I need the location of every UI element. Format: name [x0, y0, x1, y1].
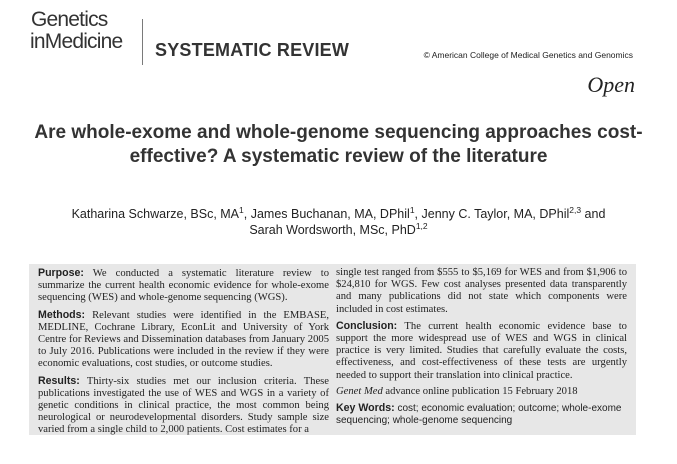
journal-name: Genet Med — [336, 385, 383, 397]
purpose-heading: Purpose: — [38, 267, 84, 279]
logo-line-genetics: Genetics — [31, 8, 108, 31]
keywords-text: cost; economic evaluation; outcome; whole-exome sequencing; whole-genome sequencing — [336, 403, 622, 427]
author-name: Jenny C. Taylor, MA, DPhil — [421, 207, 570, 221]
open-access-label: Open — [587, 72, 635, 97]
author-list — [20, 206, 657, 238]
abstract-column-left — [38, 267, 329, 435]
results-text: Thirty-six studies met our inclusion criteria. These publications investigated the use of WES and WGS in a variety of genetic conditions in clinical practice, the most common being neurological or neurodevelopmental disorders. Study sample size varied from a single child to 2,000 patients. Cost estimates for a — [38, 375, 329, 436]
author-affiliation: 1 — [239, 204, 244, 215]
author-affiliation: 1 — [409, 204, 415, 215]
conclusion-heading: Conclusion: — [336, 319, 398, 332]
methods-heading: Methods: — [38, 308, 86, 321]
abstract-methods — [38, 309, 329, 371]
author-name: Sarah Wordsworth, MSc, PhD — [249, 223, 416, 237]
author-separator: , — [243, 207, 251, 221]
abstract-conclusion — [336, 320, 627, 382]
header-divider — [142, 19, 143, 65]
abstract-keywords — [336, 402, 627, 427]
author-name: Katharina Schwarze, BSc, MA — [71, 207, 240, 221]
abstract-column-right — [336, 267, 627, 435]
citation-line — [336, 386, 627, 398]
article-title: Are whole-exome and whole-genome sequencing approaches cost-effective? A systematic review of the literature — [34, 122, 643, 167]
abstract-results-continued: single test ranged from $555 to $5,169 for WES and from $1,906 to $24,810 for WGS. Few cost analyses presented data transparently and many publications did not state which components were included in cost estimates. — [336, 267, 627, 315]
results-heading: Results: — [38, 374, 80, 387]
copyright-notice: © American College of Medical Genetics and Genomics — [423, 50, 633, 60]
journal-logo — [30, 9, 122, 53]
conclusion-text: The current health economic evidence base to support the more widespread use of WES and WGS in clinical practice is very limited. Studies that carefully evaluate the costs, effectiveness, and cost-effectiveness of these tests are urgently needed to support their translation into clinical practice. — [336, 320, 627, 381]
abstract-box — [29, 264, 636, 435]
citation-text: advance online publication 15 February 2018 — [382, 385, 578, 397]
author-separator: and — [581, 207, 606, 221]
purpose-text: We conducted a systematic literature review to summarize the current health economic evidence for whole-exome sequencing (WES) and whole-genome sequencing (WGS). — [38, 268, 329, 304]
logo-line-inmedicine: inMedicine — [30, 30, 123, 53]
keywords-heading: Key Words: — [336, 402, 395, 415]
author-separator: , — [414, 207, 422, 221]
author-name: James Buchanan, MA, DPhil — [250, 207, 410, 221]
section-label: SYSTEMATIC REVIEW — [155, 40, 350, 60]
abstract-results — [38, 375, 329, 437]
abstract-purpose — [38, 267, 329, 305]
methods-text: Relevant studies were identified in the EMBASE, MEDLINE, Cochrane Library, EconLit and University of York Centre for Reviews and Dissemination databases from January 2005 to July 2016. Publications were included in the review if they were economic evaluations, cost studies, or outcome studies. — [38, 309, 329, 370]
author-affiliation: 1,2 — [415, 220, 428, 231]
author-affiliation: 2,3 — [569, 204, 582, 215]
